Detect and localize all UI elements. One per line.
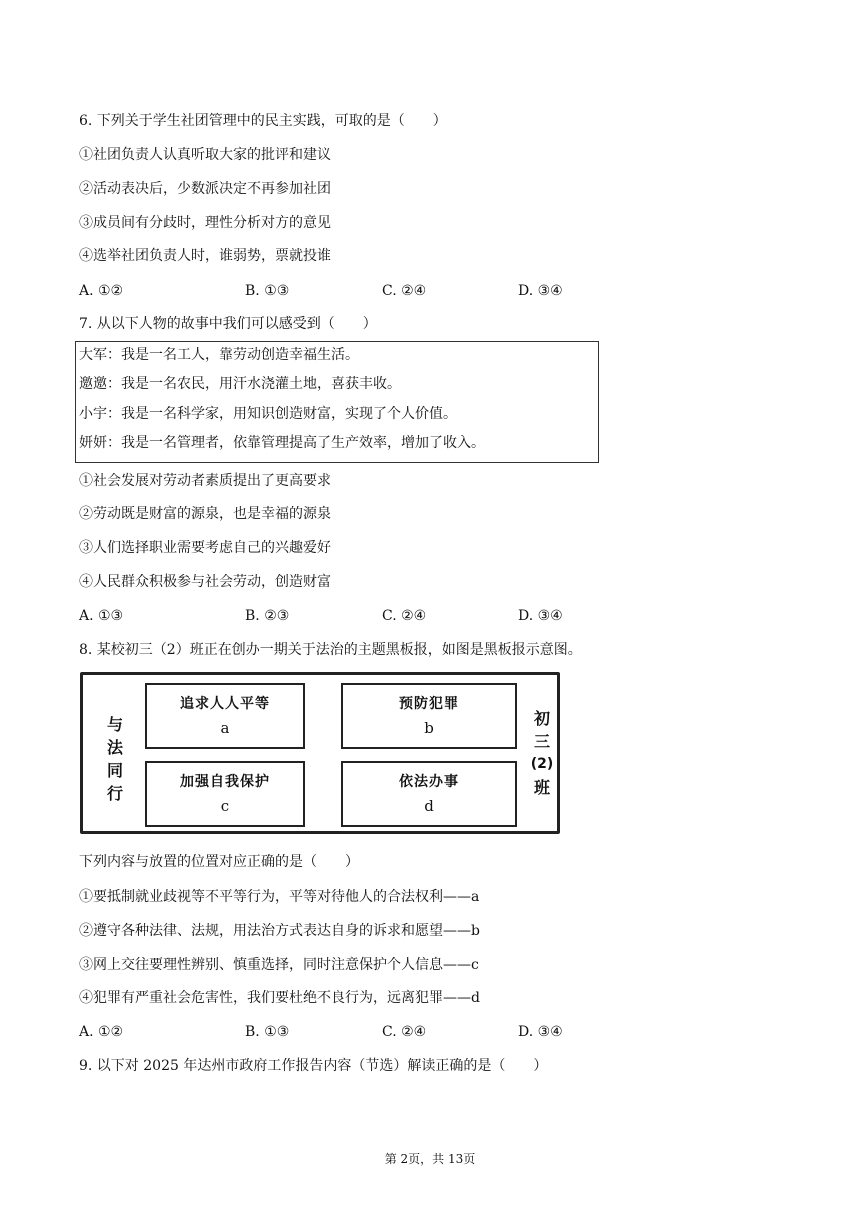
q7-story-line-4: 妍妍：我是一名管理者，依靠管理提高了生产效率，增加了收入。 [79,435,485,451]
q8-option-d: D. ③④ [518,1024,563,1040]
board-cell-b-letter: b [424,719,434,737]
board-cell-c-title: 加强自我保护 [180,774,270,790]
q6-option-b: B. ①③ [245,283,290,299]
q8-option-b: B. ①③ [245,1024,290,1040]
q6-option-c: C. ②④ [382,283,427,299]
q7-option-a: A. ①③ [79,608,124,624]
q8-stem: 8. 某校初三（2）班正在创办一期关于法治的主题黑板报，如图是黑板报示意图。 [79,642,582,658]
q8-prompt: 下列内容与放置的位置对应正确的是（ ） [79,854,359,870]
board-cell-a [145,683,305,749]
board-cell-d-letter: d [424,797,434,815]
board-cell-b-title: 预防犯罪 [399,696,459,712]
q8-item-4: ④犯罪有严重社会危害性，我们要杜绝不良行为，远离犯罪——d [79,990,480,1006]
q6-item-3: ③成员间有分歧时，理性分析对方的意见 [79,215,331,231]
q8-item-2: ②遵守各种法律、法规，用法治方式表达自身的诉求和愿望——b [79,923,480,939]
q7-story-line-2: 邀邀：我是一名农民，用汗水浇灌土地，喜获丰收。 [79,376,401,392]
q7-item-3: ③人们选择职业需要考虑自己的兴趣爱好 [79,540,331,556]
q6-item-2: ②活动表决后，少数派决定不再参加社团 [79,181,331,197]
q7-item-2: ②劳动既是财富的源泉，也是幸福的源泉 [79,506,331,522]
board-cell-c [145,761,305,827]
board-cell-a-title: 追求人人平等 [180,696,270,712]
board-right-title: 初 三 (2) 班 [530,709,554,797]
q6-item-1: ①社团负责人认真听取大家的批评和建议 [79,147,331,163]
board-cell-a-letter: a [220,719,230,737]
q7-option-d: D. ③④ [518,608,563,624]
q6-option-a: A. ①② [79,283,124,299]
q7-option-b: B. ②③ [245,608,290,624]
q8-option-a: A. ①② [79,1024,124,1040]
page-footer: 第 2页，共 13页 [384,1152,476,1166]
q7-item-1: ①社会发展对劳动者素质提出了更高要求 [79,473,331,489]
q6-option-d: D. ③④ [518,283,563,299]
q8-item-1: ①要抵制就业歧视等不平等行为，平等对待他人的合法权利——a [79,889,480,905]
board-left-title: 与 法 同 行 [106,715,123,803]
blackboard-diagram [80,672,560,834]
q8-option-c: C. ②④ [382,1024,427,1040]
q6-stem: 6. 下列关于学生社团管理中的民主实践，可取的是（ ） [79,113,447,129]
board-cell-c-letter: c [220,797,230,815]
q7-option-c: C. ②④ [382,608,427,624]
board-cell-d-title: 依法办事 [399,774,459,790]
q8-item-3: ③网上交往要理性辨别、慎重选择，同时注意保护个人信息——c [79,957,479,973]
q6-item-4: ④选举社团负责人时，谁弱势，票就投谁 [79,248,331,264]
board-cell-b [341,683,517,749]
q7-story-box [75,341,599,463]
board-cell-d [341,761,517,827]
q7-stem: 7. 从以下人物的故事中我们可以感受到（ ） [79,316,377,332]
q7-story-line-3: 小宇：我是一名科学家，用知识创造财富，实现了个人价值。 [79,406,457,422]
q7-item-4: ④人民群众积极参与社会劳动，创造财富 [79,574,331,590]
q7-story-line-1: 大军：我是一名工人，靠劳动创造幸福生活。 [79,347,359,363]
q9-stem: 9. 以下对 2025 年达州市政府工作报告内容（节选）解读正确的是（ ） [79,1058,548,1074]
